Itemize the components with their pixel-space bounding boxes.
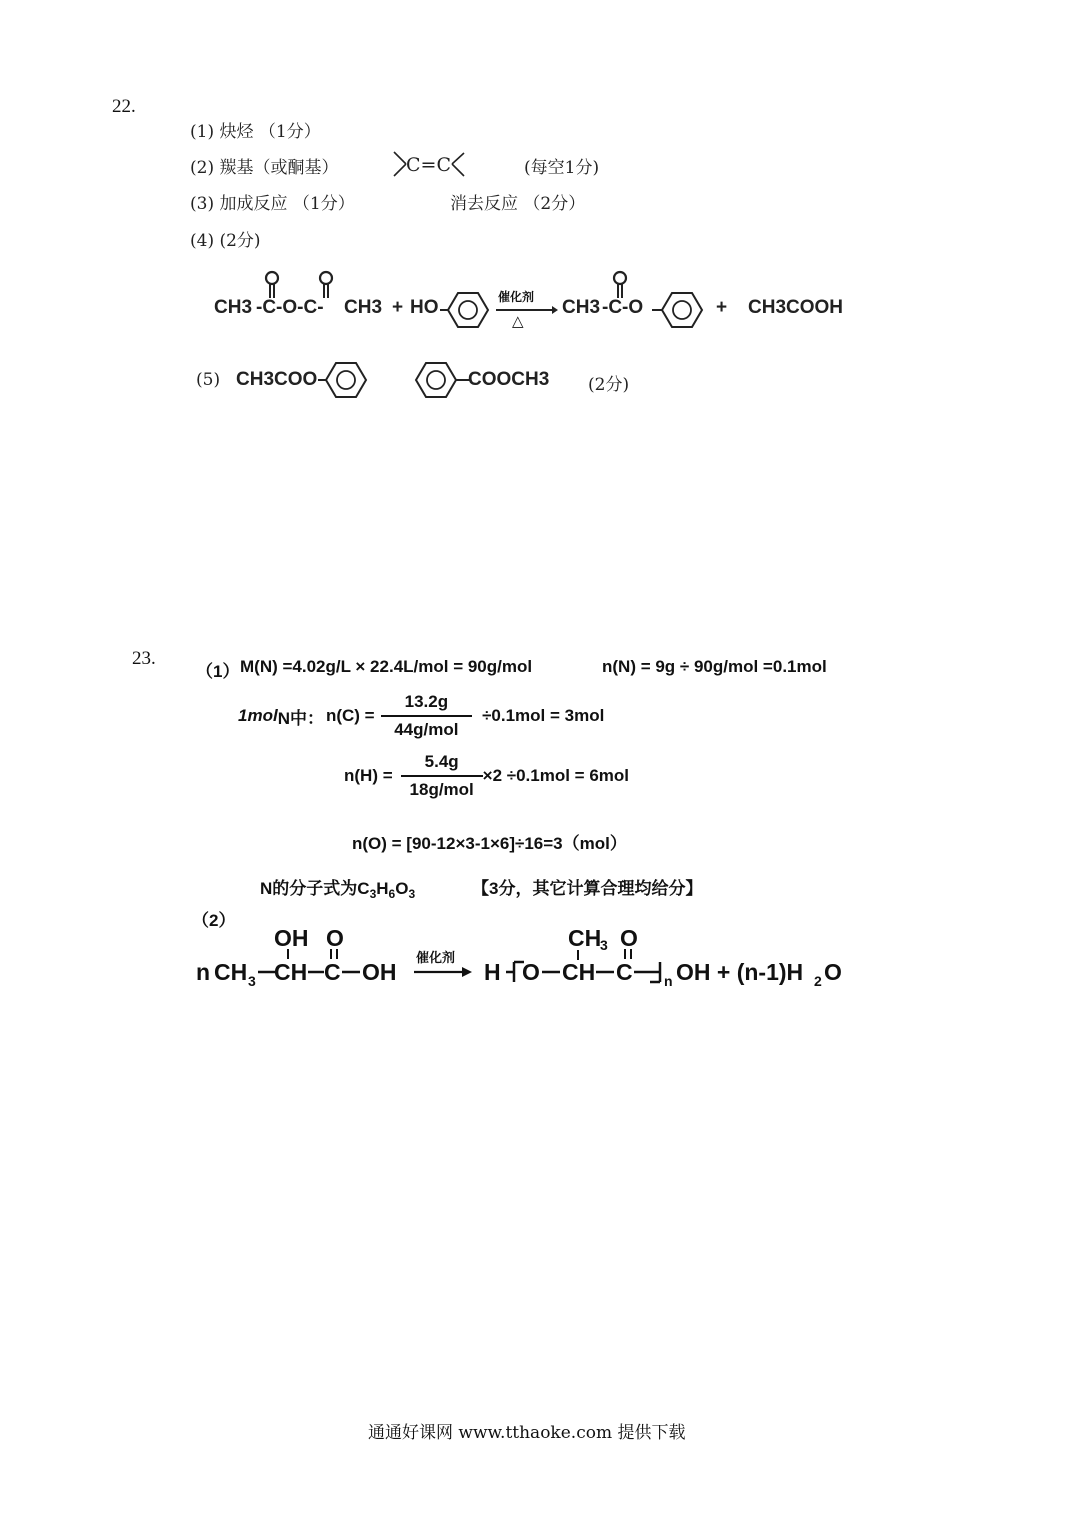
page-footer: 通通好课网 www.tthaoke.com 提供下载 bbox=[368, 1423, 686, 1443]
q22-acetic-acid: CH3COOH bbox=[748, 297, 844, 318]
q22-answer-4: (4) (2分) bbox=[190, 231, 261, 251]
q22-answer-3a: (3) 加成反应 （1分） bbox=[190, 194, 355, 214]
q23-hydrogen-numerator: 5.4g bbox=[401, 752, 483, 777]
benzene-ring-icon bbox=[414, 360, 472, 404]
q22-answer-2: (2) 羰基（或酮基） bbox=[190, 158, 339, 178]
svg-text:O: O bbox=[824, 959, 842, 985]
q23-part2-label: （2） bbox=[192, 911, 236, 930]
q22-reactant1-core: -C-O-C- bbox=[256, 297, 324, 318]
benzene-ring-icon bbox=[318, 360, 374, 404]
svg-text:OH: OH bbox=[362, 959, 397, 985]
q22-plus-1: + bbox=[392, 297, 404, 318]
q23-rxn-oh: OH bbox=[274, 925, 309, 951]
q22-phenol-ho: HO bbox=[410, 297, 439, 318]
q22-answer-2-score: (每空1分) bbox=[524, 158, 600, 178]
q23-carbon-line bbox=[238, 692, 604, 740]
svg-text:3: 3 bbox=[248, 973, 256, 989]
q23-carbon-denominator: 44g/mol bbox=[394, 720, 459, 739]
q22-answer-5-label: (5) bbox=[196, 370, 221, 390]
benzene-ring-icon bbox=[440, 290, 492, 334]
q23-carbon-prefix-mol: 1mol bbox=[238, 706, 278, 725]
q22-product-carbonyl bbox=[602, 268, 642, 306]
q22-plus-2: + bbox=[716, 297, 728, 318]
svg-text:3: 3 bbox=[600, 937, 608, 953]
q23-catalyst-label: 催化剂 bbox=[416, 951, 456, 966]
q23-rxn-subscript-n: n bbox=[664, 973, 673, 989]
svg-text:CH: CH bbox=[214, 959, 248, 985]
svg-text:C: C bbox=[616, 959, 633, 985]
q22-answer-5-score: (2分) bbox=[588, 375, 630, 395]
q22-answer-1: (1) 炔烃 （1分） bbox=[190, 122, 321, 142]
question-22-number: 22. bbox=[112, 96, 136, 117]
q23-hydrogen-result: ×2 ÷0.1mol = 6mol bbox=[482, 766, 630, 785]
q23-hydrogen-denominator: 18g/mol bbox=[409, 780, 474, 799]
question-23-number: 23. bbox=[132, 648, 156, 669]
q23-hydrogen-line bbox=[344, 752, 629, 800]
q22-catalyst-label: 催化剂 bbox=[498, 290, 535, 304]
q23-polymerization-equation bbox=[192, 924, 872, 998]
q23-moles-n-equation: n(N) = 9g ÷ 90g/mol =0.1mol bbox=[602, 657, 827, 676]
svg-text:OH + (n-1)H: OH + (n-1)H bbox=[676, 959, 804, 985]
q23-carbon-numerator: 13.2g bbox=[381, 692, 472, 717]
svg-text:CH: CH bbox=[274, 959, 308, 985]
svg-text:CH: CH bbox=[562, 959, 596, 985]
q23-part1-label: （1） bbox=[196, 662, 240, 681]
q22-carbonyl-oxygens bbox=[256, 268, 356, 306]
svg-text:CH: CH bbox=[568, 925, 602, 951]
q22-answer-5-structure-2: COOCH3 bbox=[468, 369, 550, 390]
q23-rxn-o-product: O bbox=[620, 925, 638, 951]
svg-text:2: 2 bbox=[814, 973, 822, 989]
q23-carbon-prefix-text: N中： bbox=[277, 708, 324, 728]
q22-product1-core: -C-O bbox=[602, 297, 644, 318]
q23-hydrogen-fraction bbox=[401, 752, 483, 800]
q22-alkene-group-structure bbox=[392, 148, 472, 186]
q22-reactant1-ch3-left: CH3 bbox=[214, 297, 253, 318]
q22-reactant1-ch3-right: CH3 bbox=[344, 297, 383, 318]
q23-carbon-lhs: n(C) = bbox=[325, 706, 375, 725]
q22-answer-3b: 消去反应 （2分） bbox=[450, 194, 586, 214]
q23-rxn-h: H bbox=[484, 959, 501, 985]
svg-text:C: C bbox=[324, 959, 341, 985]
benzene-ring-icon bbox=[652, 290, 708, 334]
svg-text:C=C: C=C bbox=[406, 154, 451, 176]
q22-heat-symbol: △ bbox=[512, 312, 524, 330]
q23-molar-mass-equation: M(N) =4.02g/L × 22.4L/mol = 90g/mol bbox=[240, 657, 533, 676]
q23-hydrogen-lhs: n(H) = bbox=[344, 766, 393, 785]
q23-molecular-formula: N的分子式为$C_3H_6O_3$ bbox=[260, 879, 416, 901]
q23-rxn-n: n bbox=[196, 959, 211, 985]
q23-carbon-result: ÷0.1mol = 3mol bbox=[482, 706, 605, 725]
q22-product1-ch3: CH3 bbox=[562, 297, 601, 318]
q23-oxygen-line: n(O) = [90-12×3-1×6]÷16=3（mol） bbox=[352, 834, 627, 853]
svg-text:O: O bbox=[522, 959, 540, 985]
q22-answer-5-structure-1: CH3COO bbox=[236, 369, 318, 390]
q23-scoring-note: 【3分，其它计算合理均给分】 bbox=[472, 879, 703, 898]
q23-carbon-fraction bbox=[381, 692, 472, 740]
q23-rxn-o: O bbox=[326, 925, 344, 951]
